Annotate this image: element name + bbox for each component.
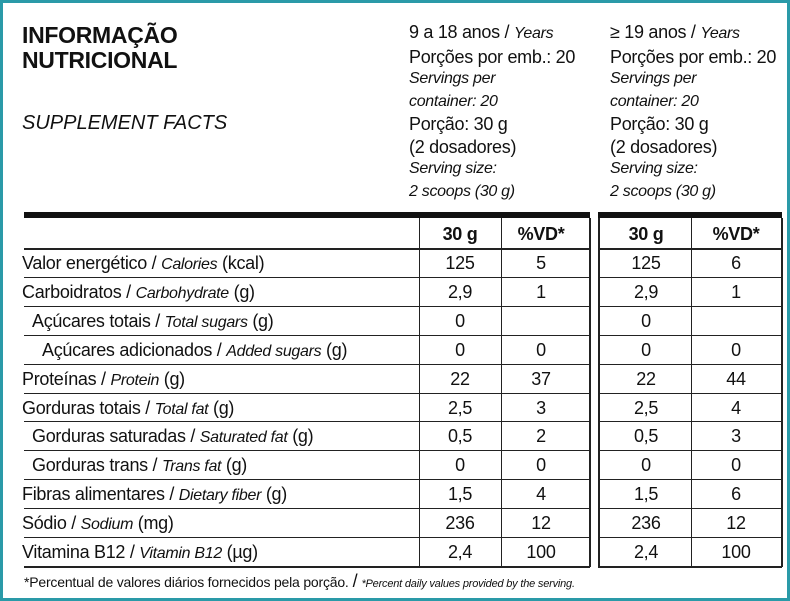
portion-pt-1: Porção: 30 g <box>409 114 508 134</box>
nutrient-label-pt: Açúcares totais / <box>32 310 165 331</box>
portion-pt-2: (2 dosadores) <box>409 136 517 157</box>
label-subtitle: SUPPLEMENT FACTS <box>22 112 228 134</box>
row-divider <box>24 450 590 451</box>
nutrient-value-a2: 2,5 <box>633 397 659 418</box>
nutrient-label-pt: Valor energético / <box>22 253 162 273</box>
nutrient-label-unit: (g) <box>247 310 274 331</box>
column-divider <box>419 218 420 567</box>
row-divider <box>598 277 782 278</box>
nutrient-value-a1: 2,9 <box>447 281 473 302</box>
nutrient-label <box>22 538 258 567</box>
nutrient-label-unit: (kcal) <box>217 253 265 273</box>
nutrient-value-d1: 4 <box>536 484 546 505</box>
nutrient-value-d2: 0 <box>731 339 741 360</box>
column-header-amount: 30 g <box>442 224 478 244</box>
portion-en-2: 2 scoops (30 g) <box>610 182 716 200</box>
nutrient-label-unit: (g) <box>228 281 255 302</box>
nutrient-label-en: Added sugars <box>226 342 322 360</box>
nutrient-value-a1: 125 <box>445 253 475 273</box>
nutrient-value-d2: 6 <box>731 484 741 505</box>
nutrient-label <box>22 365 185 394</box>
nutrient-label-unit: (g) <box>261 484 287 505</box>
nutrient-label-pt: Sódio / <box>22 513 81 534</box>
nutrient-value-d1: 100 <box>526 542 556 562</box>
nutrient-value-a1: 2,5 <box>447 397 473 418</box>
nutrient-label-pt: Vitamina B12 / <box>22 542 140 562</box>
nutrient-label-pt: Açúcares adicionados / <box>42 339 227 360</box>
nutrient-value-d1: 3 <box>536 397 546 418</box>
servings-en-2: container: 20 <box>409 92 498 110</box>
row-divider <box>598 306 782 307</box>
nutrient-label-en: Total fat <box>154 400 209 418</box>
nutrient-value-a1: 236 <box>445 513 475 534</box>
servings-en-1: Servings per <box>409 70 496 87</box>
nutrient-value-a1: 2,4 <box>447 542 473 562</box>
nutrient-label-pt: Proteínas / <box>22 368 111 389</box>
row-divider <box>24 566 590 568</box>
nutrient-value-a2: 236 <box>631 513 661 534</box>
nutrient-label-pt: Carboidratos / <box>22 281 136 302</box>
nutrient-label <box>32 307 273 336</box>
portion-en-1: Serving size: <box>610 160 698 177</box>
nutrient-value-a2: 22 <box>636 368 656 389</box>
footnote <box>24 571 575 592</box>
nutrient-label <box>42 336 347 365</box>
row-divider <box>598 248 782 250</box>
row-divider <box>598 421 782 422</box>
nutrient-value-d1 <box>501 307 581 336</box>
servings-en-1: Servings per <box>610 70 697 87</box>
nutrient-label-pt: Gorduras trans / <box>32 455 162 476</box>
nutrient-value-d2 <box>691 307 781 336</box>
nutrient-label-en: Carbohydrate <box>135 284 229 302</box>
nutrient-value-a2: 0 <box>641 310 651 331</box>
nutrient-label-en: Saturated fat <box>199 429 288 447</box>
column-header-dv: %VD* <box>712 224 760 244</box>
footnote-separator: / <box>352 571 358 591</box>
nutrient-value-d1: 5 <box>536 253 546 273</box>
nutrient-label-unit: (µg) <box>221 542 258 562</box>
nutrient-value-a1: 0 <box>455 339 465 360</box>
row-divider <box>24 508 590 509</box>
column-header-dv: %VD* <box>517 224 565 244</box>
row-divider <box>598 479 782 480</box>
nutrient-value-a1: 22 <box>450 368 470 389</box>
nutrient-label-pt: Gorduras saturadas / <box>32 426 200 447</box>
nutrient-value-a2: 0,5 <box>633 426 659 447</box>
row-divider <box>598 566 782 568</box>
nutrient-label <box>32 451 247 480</box>
title-line-1: INFORMAÇÃO <box>22 22 178 48</box>
header-rule-left <box>24 212 590 218</box>
nutrient-value-a2: 125 <box>631 253 661 273</box>
nutrient-value-a1: 0 <box>455 310 465 331</box>
row-divider <box>24 306 590 307</box>
nutrient-label-pt: Gorduras totais / <box>22 397 155 418</box>
nutrient-value-a2: 1,5 <box>633 484 659 505</box>
row-divider <box>598 393 782 394</box>
nutrient-label <box>22 480 287 509</box>
servings-en-2: container: 20 <box>610 92 699 110</box>
column-divider <box>501 218 502 567</box>
group-header-19-plus <box>610 21 776 203</box>
nutrient-value-d2: 100 <box>721 542 751 562</box>
column-header-amount: 30 g <box>628 224 664 244</box>
row-divider <box>598 508 782 509</box>
nutrient-value-d1: 2 <box>536 426 546 447</box>
nutrient-value-a1: 0,5 <box>447 426 473 447</box>
row-divider <box>24 335 590 336</box>
nutrient-label-en: Protein <box>110 371 160 389</box>
nutrient-label-en: Dietary fiber <box>178 487 262 505</box>
nutrient-value-d2: 6 <box>731 253 741 273</box>
nutrient-value-d2: 12 <box>726 513 746 534</box>
column-divider <box>589 218 591 567</box>
portion-en-2: 2 scoops (30 g) <box>409 182 515 200</box>
nutrient-value-a2: 0 <box>641 455 651 476</box>
header-rule-right <box>598 212 782 218</box>
nutrient-value-d1: 0 <box>536 339 546 360</box>
portion-en-1: Serving size: <box>409 160 497 177</box>
footnote-pt: *Percentual de valores diários fornecidos pela porção. <box>24 574 349 590</box>
column-divider <box>691 218 692 567</box>
nutrient-value-d1: 37 <box>531 368 551 389</box>
group-header-9-18 <box>409 21 575 203</box>
nutrient-value-a1: 1,5 <box>447 484 473 505</box>
nutrient-label-en: Calories <box>161 256 218 273</box>
column-divider <box>781 218 783 567</box>
title-line-2: NUTRICIONAL <box>22 47 178 73</box>
nutrient-label <box>32 422 313 451</box>
row-divider <box>598 364 782 365</box>
nutrient-label-unit: (g) <box>221 455 248 476</box>
row-divider <box>598 537 782 538</box>
nutrient-label-unit: (g) <box>159 368 185 389</box>
nutrient-label <box>22 394 234 423</box>
nutrient-value-d1: 0 <box>536 455 546 476</box>
row-divider <box>24 537 590 538</box>
row-divider <box>24 248 590 250</box>
nutrient-label-en: Sodium <box>80 516 134 534</box>
nutrient-value-d2: 0 <box>731 455 741 476</box>
nutrient-value-d2: 4 <box>731 397 741 418</box>
nutrient-label <box>22 278 255 307</box>
row-divider <box>24 393 590 394</box>
age-range: 9 a 18 anos / Years <box>409 22 554 42</box>
nutrient-label-en: Vitamin B12 <box>139 545 222 562</box>
portion-pt-1: Porção: 30 g <box>610 114 709 134</box>
nutrient-label-en: Total sugars <box>164 313 248 331</box>
nutrient-label <box>22 249 264 278</box>
row-divider <box>24 421 590 422</box>
servings-pt: Porções por emb.: 20 <box>610 46 777 67</box>
portion-pt-2: (2 dosadores) <box>610 136 718 157</box>
row-divider <box>24 479 590 480</box>
nutrient-value-a1: 0 <box>455 455 465 476</box>
nutrient-value-d1: 1 <box>536 281 546 302</box>
nutrient-value-d2: 44 <box>726 368 746 389</box>
age-range: ≥ 19 anos / Years <box>610 22 740 42</box>
nutrient-value-d2: 3 <box>731 426 741 447</box>
nutrient-value-d1: 12 <box>531 513 551 534</box>
footnote-en: *Percent daily values provided by the serving. <box>361 578 575 590</box>
row-divider <box>598 450 782 451</box>
servings-pt: Porções por emb.: 20 <box>409 46 576 67</box>
row-divider <box>598 335 782 336</box>
nutrient-label-en: Trans fat <box>161 458 222 476</box>
row-divider <box>24 277 590 278</box>
nutrient-value-a2: 0 <box>641 339 651 360</box>
nutrient-label-unit: (g) <box>208 397 235 418</box>
nutrient-label-unit: (g) <box>321 339 348 360</box>
nutrient-value-a2: 2,9 <box>633 281 659 302</box>
nutrient-label-unit: (g) <box>287 426 314 447</box>
nutrient-label-unit: (mg) <box>133 513 174 534</box>
nutrient-value-a2: 2,4 <box>633 542 659 562</box>
column-divider <box>598 218 600 567</box>
nutrient-value-d2: 1 <box>731 281 741 302</box>
nutrient-label <box>22 509 174 538</box>
label-title <box>22 23 177 73</box>
nutrient-label-pt: Fibras alimentares / <box>22 484 179 505</box>
row-divider <box>24 364 590 365</box>
